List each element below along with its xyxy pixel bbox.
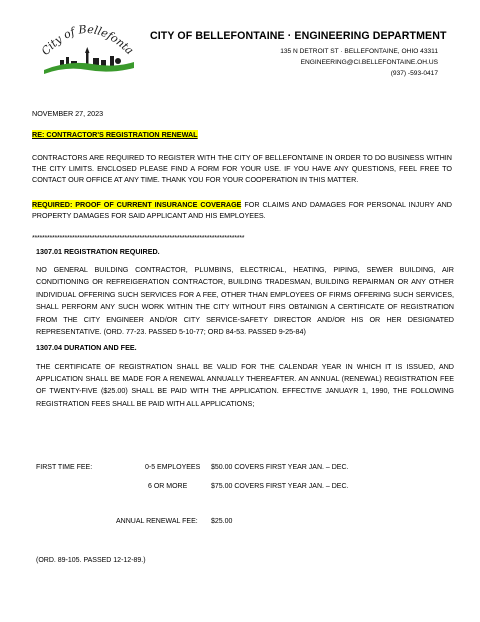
fee-employees: 0-5 EMPLOYEES [145,464,201,471]
section-body: THE CERTIFICATE OF REGISTRATION SHALL BE VALID FOR THE CALENDAR YEAR IN WHICH IT IS ISSUED, AND APPLICATION SHALL BE MADE FOR A RENEWAL ANNUALLY THEREAFTER. AN ANNUAL (RENEWAL) REGISTRATION FEE OF TWENTY-FIVE ($25.00) SHALL BE PAID WITH THE APPLICATION. EFFECTIVE JANUAYR 1, 1990, THE FOLLOWING REGISTRATION FEES SHALL BE PAID WITH ALL APPLICATIONS; [36,362,454,408]
letter-date: NOVEMBER 27, 2023 [32,109,104,118]
insurance-requirement [32,199,452,221]
first-time-fee-label: FIRST TIME FEE: [36,464,93,471]
annual-renewal-label: ANNUAL RENEWAL FEE: [116,518,198,525]
fee-amount: $50.00 COVERS FIRST YEAR JAN. – DEC. [211,464,349,471]
section-heading: 1307.04 DURATION AND FEE. [36,343,137,352]
city-logo [38,16,138,78]
intro-paragraph: CONTRACTORS ARE REQUIRED TO REGISTER WITH THE CITY OF BELLEFONTAINE IN ORDER TO DO BUSINESS WITHIN THE CITY LIMITS. ENCLOSED PLEASE FIND A FORM FOR YOUR USE. IF YOU HAVE ANY QUESTIONS, FEEL FREE TO CONTACT OUR OFFICE AT ANY TIME. THANK YOU FOR YOUR COOPERATION IN THIS MATTER. [32,153,452,185]
fee-amount: $75.00 COVERS FIRST YEAR JAN. – DEC. [211,483,349,490]
annual-renewal-amount: $25.00 [211,518,233,525]
asterisk-separator: ************************************************************************************* [32,233,245,242]
ordinance-footnote: (ORD. 89-105. PASSED 12-12-89.) [36,557,146,564]
fee-employees: 6 OR MORE [148,483,188,490]
re-subject: RE: CONTRACTOR'S REGISTRATION RENEWAL [32,130,198,139]
section-body: NO GENERAL BUILDING CONTRACTOR, PLUMBINS, ELECTRICAL, HEATING, PIPING, SEWER BUILDING, AIR CONDITIONING OR REFREIGERATION CONTRACTOR, BUILDING TRADESMAN, BUILDING REPAIRMAN OR ANY OTHER INDIVIDUAL OFFERING SUCH SERVICES FOR A FEE, OTHER THAN EMPLOYEES OF FIRMS OFFERING SUCH SERVICES, SHALL PERFORM ANY SUCH WORK WITHIN THE CITY WITHOUT FIRS OBTAINIGN A CERTIFICATE OF REGISTRATION FROM THE CITY ENGINEER AND/OR CITY SERVICE-SAFETY DIRECTOR AND/OR HIS OR HER DESIGNATED REPRESENTATIVE. (ORD. 77-23. PASSED 5-10-77; ORD 84-53. PASSED 9-25-84) [36,265,454,337]
phone-number: (937) -593-0417 [390,70,438,77]
logo-text: City of Bellefonta [38,22,137,58]
address: 135 N DETROIT ST · BELLEFONTAINE, OHIO 43311 [280,48,438,55]
department-title: CITY OF BELLEFONTAINE · ENGINEERING DEPARTMENT [150,30,447,42]
section-heading: 1307.01 REGISTRATION REQUIRED. [36,247,160,256]
required-text: FOR CLAIMS AND DAMAGES FOR PERSONAL INJURY AND PROPERTY DAMAGES FOR SAID APPLICANT AND HIS EMPLOYEES. [32,200,452,221]
re-line [32,129,198,140]
email-link[interactable]: ENGINEERING@CI.BELLEFONTAINE.OH.US [300,59,438,66]
required-label: REQUIRED: PROOF OF CURRENT INSURANCE COVERAGE [32,200,242,209]
